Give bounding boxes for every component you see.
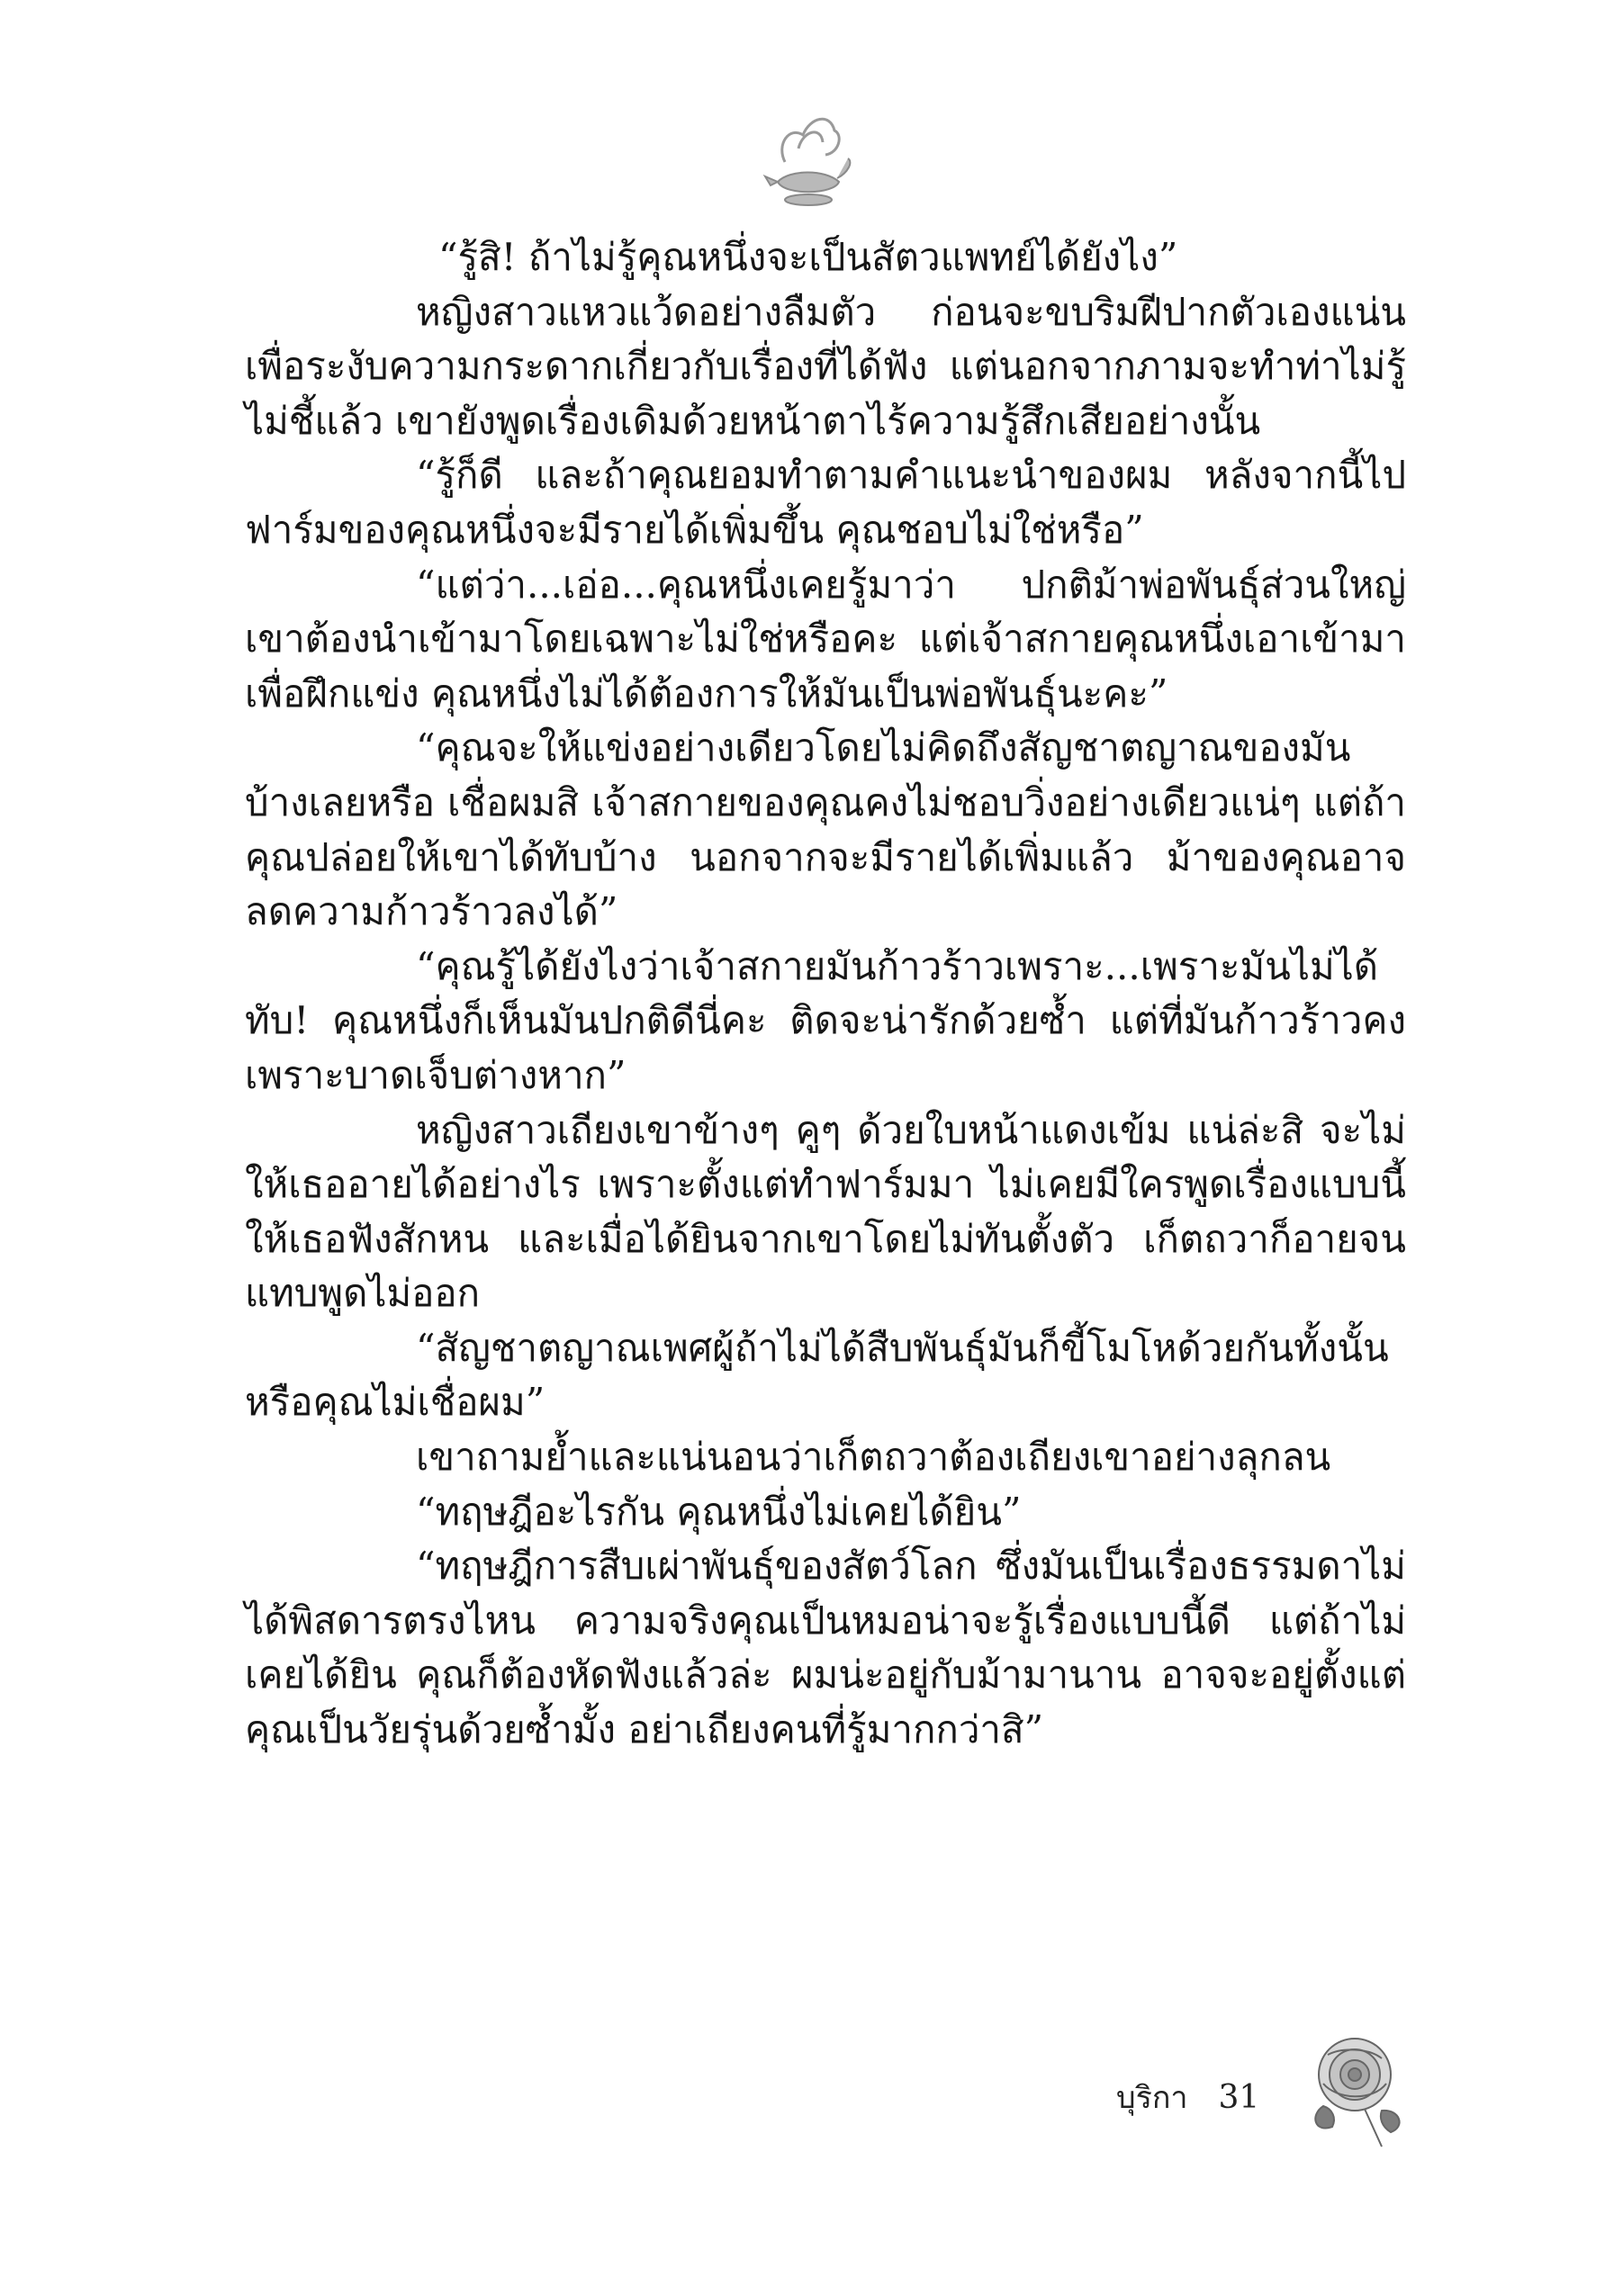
book-title: บุริกา bbox=[1116, 2080, 1188, 2116]
paragraph: “สัญชาตญาณเพศผู้ถ้าไม่ได้สืบพันธุ์มันก็ขี้โมโหด้วยกันทั้งนั้นหรือคุณไม่เชื่อผม” bbox=[245, 1325, 1389, 1425]
paragraph: “แต่ว่า...เอ่อ...คุณหนึ่งเคยรู้มาว่า ปกติม้าพ่อพันธุ์ส่วนใหญ่เขาต้องนำเข้ามาโดยเฉพาะไม่ใช่หรือคะ แต่เจ้าสกายคุณหนึ่งเอาเข้ามาเพื่อฝึกแข่ง คุณหนึ่งไม่ได้ต้องการให้มันเป็นพ่อพันธุ์นะคะ” bbox=[245, 562, 1406, 716]
paragraph: “คุณรู้ได้ยังไงว่าเจ้าสกายมันก้าวร้าวเพราะ...เพราะมันไม่ได้ทับ! คุณหนึ่งก็เห็นมันปกติดีนี่คะ ติดจะน่ารักด้วยซ้ำ แต่ที่มันก้าวร้าวคงเพราะบาดเจ็บต่างหาก” bbox=[245, 943, 1406, 1097]
paragraph: “คุณจะให้แข่งอย่างเดียวโดยไม่คิดถึงสัญชาตญาณของมันบ้างเลยหรือ เชื่อผมสิ เจ้าสกายของคุณคงไม่ชอบวิ่งอย่างเดียวแน่ๆ แต่ถ้าคุณปล่อยให้เขาได้ทับบ้าง นอกจากจะมีรายได้เพิ่มแล้ว ม้าของคุณอาจลดความก้าวร้าวลงได้” bbox=[245, 725, 1406, 934]
paragraph: “รู้สิ! ถ้าไม่รู้คุณหนึ่งจะเป็นสัตวแพทย์ได้ยังไง” bbox=[438, 235, 1178, 279]
paragraph: หญิงสาวแหวแว้ดอย่างลืมตัว ก่อนจะขบริมฝีปากตัวเองแน่นเพื่อระงับความกระดากเกี่ยวกับเรื่องที่ได้ฟัง แต่นอกจากภามจะทำท่าไม่รู้ไม่ชี้แล้ว เขายังพูดเรื่องเดิมด้วยหน้าตาไร้ความรู้สึกเสียอย่างนั้น bbox=[245, 289, 1406, 443]
paragraph: “รู้ก็ดี และถ้าคุณยอมทำตามคำแนะนำของผม หลังจากนี้ไปฟาร์มของคุณหนึ่งจะมีรายได้เพิ่มขึ้น คุณชอบไม่ใช่หรือ” bbox=[245, 453, 1406, 552]
paragraph: เขาถามย้ำและแน่นอนว่าเก็ตถวาต้องเถียงเขาอย่างลุกลน bbox=[416, 1435, 1331, 1480]
paragraph: “ทฤษฎีอะไรกัน คุณหนึ่งไม่เคยได้ยิน” bbox=[416, 1489, 1022, 1534]
body-text bbox=[245, 230, 1406, 1758]
lamp-ornament-icon bbox=[758, 99, 857, 225]
paragraph: หญิงสาวเถียงเขาข้างๆ คูๆ ด้วยใบหน้าแดงเข้ม แน่ล่ะสิ จะไม่ให้เธออายได้อย่างไร เพราะตั้งแต่ทำฟาร์มมา ไม่เคยมีใครพูดเรื่องแบบนี้ให้เธอฟังสักหน และเมื่อได้ยินจากเขาโดยไม่ทันตั้งตัว เก็ตถวาก็อายจนแทบพูดไม่ออก bbox=[245, 1107, 1406, 1316]
flower-ornament-icon bbox=[1296, 2021, 1413, 2156]
page-footer bbox=[1116, 2070, 1259, 2124]
page-number: 31 bbox=[1218, 2078, 1260, 2116]
paragraph: “ทฤษฎีการสืบเผ่าพันธุ์ของสัตว์โลก ซึ่งมันเป็นเรื่องธรรมดาไม่ได้พิสดารตรงไหน ความจริงคุณเป็นหมอน่าจะรู้เรื่องแบบนี้ดี แต่ถ้าไม่เคยได้ยิน คุณก็ต้องหัดฟังแล้วล่ะ ผมน่ะอยู่กับม้ามานาน อาจจะอยู่ตั้งแต่คุณเป็นวัยรุ่นด้วยซ้ำมั้ง อย่าเถียงคนที่รู้มากกว่าสิ” bbox=[245, 1544, 1406, 1752]
